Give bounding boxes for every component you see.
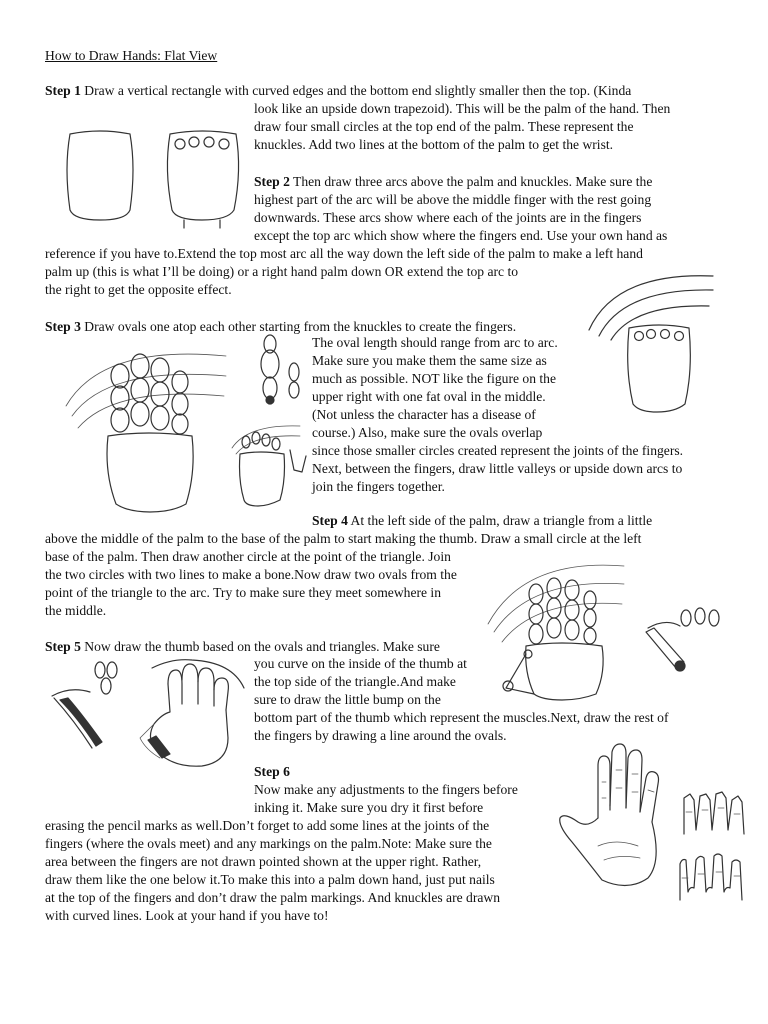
thumb-triangle-sketch — [484, 554, 634, 704]
step-3-line-7: course.) Also, make sure the ovals overlap — [312, 425, 543, 440]
palm-ovals-joined-sketch — [228, 420, 312, 510]
step-1-line-2: look like an upside down trapezoid). This will be the palm of the hand. Then — [254, 101, 671, 116]
fat-oval-example-sketch — [250, 334, 310, 414]
step-2-label: Step 2 — [254, 174, 290, 189]
step-5-line-2: you curve on the inside of the thumb at — [254, 656, 467, 671]
step-6-line-2: inking it. Make sure you dry it first before — [254, 800, 484, 815]
palm-arcs-sketch — [585, 270, 725, 420]
finger-valleys-rounded-sketch — [678, 852, 752, 902]
step-2-line-1: Step 2 Then draw three arcs above the palm and knuckles. Make sure the — [254, 174, 653, 189]
step-4-line-3: base of the palm. Then draw another circle at the point of the triangle. Join — [45, 549, 451, 564]
finished-hand-sketch — [558, 742, 680, 892]
thumb-bone-sketch — [640, 598, 724, 678]
step-5-line-1: Step 5 Now draw the thumb based on the ovals and triangles. Make sure — [45, 639, 440, 654]
step-5-label: Step 5 — [45, 639, 81, 654]
step-3-line-9: Next, between the fingers, draw little valleys or upside down arcs to — [312, 461, 683, 476]
palm-knuckles-sketch — [162, 126, 244, 230]
step-5-line-6: the fingers by drawing a line around the ovals. — [254, 728, 507, 743]
step-4-line-4: the two circles with two lines to make a bone.Now draw two ovals from the — [45, 567, 457, 582]
finger-ovals-sketch — [62, 336, 234, 514]
step-4-line-5: point of the triangle to the arc. Try to make sure they meet somewhere in — [45, 585, 442, 600]
step-3-line-10: join the fingers together. — [312, 479, 445, 494]
step-2-line-7: the right to get the opposite effect. — [45, 282, 232, 297]
step-5-line-3: the top side of the triangle.And make — [254, 674, 456, 689]
step-6-line-5: area between the fingers are not drawn pointed shown at the upper right. Rather, — [45, 854, 482, 869]
step-3-line-1: Step 3 Draw ovals one atop each other starting from the knuckles to create the fingers. — [45, 319, 517, 334]
step-6-line-4: fingers (where the ovals meet) and any markings on the palm.Note: Make sure the — [45, 836, 492, 851]
step-5-line-5: bottom part of the thumb which represent the muscles.Next, draw the rest of — [254, 710, 669, 725]
step-3-line-4: much as possible. NOT like the figure on the — [312, 371, 557, 386]
step-3-label: Step 3 — [45, 319, 81, 334]
step-3-line-3: Make sure you make them the same size as — [312, 353, 547, 368]
step-2-line-4: except the top arc which show where the fingers end. Use your own hand as — [254, 228, 668, 243]
step-2-line-3: downwards. These arcs show where each of the joints are in the fingers — [254, 210, 642, 225]
thumb-shading-sketch — [46, 656, 130, 756]
step-5-line-4: sure to draw the little bump on the — [254, 692, 441, 707]
step-6-line-3: erasing the pencil marks as well.Don’t forget to add some lines at the joints of the — [45, 818, 490, 833]
step-2-line-5: reference if you have to.Extend the top most arc all the way down the left side of the palm to make a left hand — [45, 246, 643, 261]
step-6-label: Step 6 — [254, 764, 290, 779]
step-3-line-6: (Not unless the character has a disease of — [312, 407, 536, 422]
step-6-line-1: Now make any adjustments to the fingers before — [254, 782, 518, 797]
palm-rectangle-sketch — [60, 128, 140, 228]
step-3-line-8: since those smaller circles created represent the joints of the fingers. — [312, 443, 684, 458]
step-3-line-5: upper right with one fat oval in the middle. — [312, 389, 546, 404]
step-2-line-2: highest part of the arc will be above the middle finger with the rest going — [254, 192, 652, 207]
step-1-label: Step 1 — [45, 83, 81, 98]
outlined-hand-sketch — [132, 654, 254, 772]
step-4-label: Step 4 — [312, 513, 348, 528]
step-4-line-1: Step 4 At the left side of the palm, draw a triangle from a little — [312, 513, 653, 528]
step-1-line-4: knuckles. Add two lines at the bottom of the palm to get the wrist. — [254, 137, 614, 152]
step-1-line-1: Step 1 Draw a vertical rectangle with curved edges and the bottom end slightly smaller then the top. (Kinda — [45, 83, 632, 98]
step-6-line-6: draw them like the one below it.To make this into a palm down hand, just put nails — [45, 872, 495, 887]
step-1-line-3: draw four small circles at the top end of the palm. These represent the — [254, 119, 634, 134]
step-4-line-6: the middle. — [45, 603, 107, 618]
step-6-label-line — [254, 763, 290, 781]
step-4-line-2: above the middle of the palm to the base of the palm to start making the thumb. Draw a small circle at the left — [45, 531, 642, 546]
page-title: How to Draw Hands: Flat View — [45, 48, 218, 63]
step-6-line-7: at the top of the fingers and don’t draw the palm markings. And knuckles are drawn — [45, 890, 501, 905]
step-6-line-8: with curved lines. Look at your hand if you have to! — [45, 908, 329, 923]
finger-valleys-pointed-sketch — [682, 790, 752, 836]
step-2-line-6: palm up (this is what I’ll be doing) or a right hand palm down OR extend the top arc to — [45, 264, 519, 279]
step-3-line-2: The oval length should range from arc to arc. — [312, 335, 558, 350]
